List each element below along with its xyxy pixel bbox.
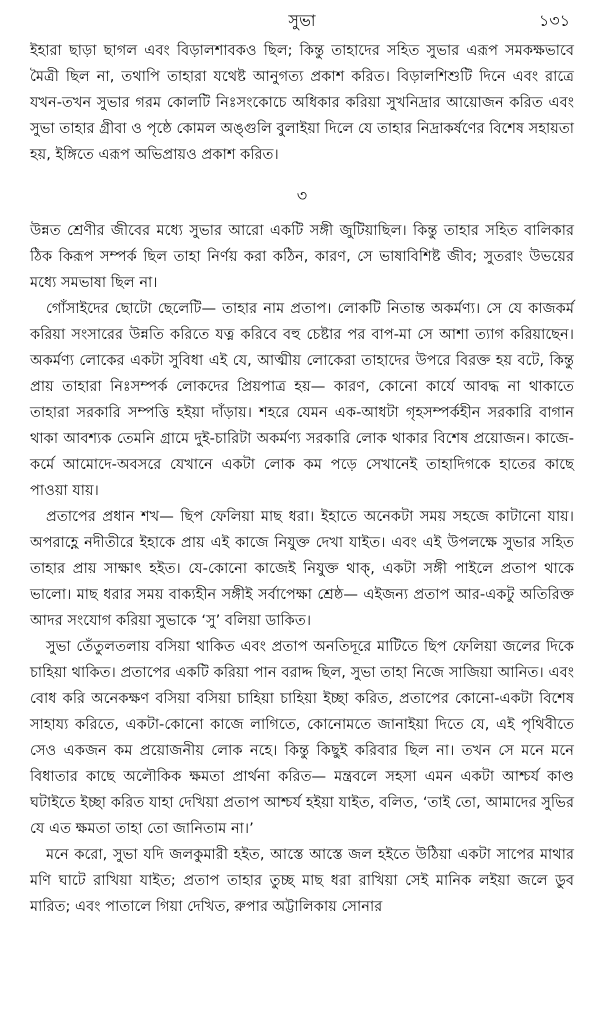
page-number: ১৩১ [538,11,570,30]
page-header [30,4,574,38]
paragraph: উন্নত শ্রেণীর জীবের মধ্যে সুভার আরো একটি সঙ্গী জুটিয়াছিল। কিন্তু তাহার সহিত বালিকার ঠিক কিরূপ সম্পর্ক ছিল তাহা নির্ণয় করা কঠিন, কারণ, সে ভাষাবিশিষ্ট জীব; সুতরাং উভয়ের মধ্যে সমভাষা ছিল না। [30,222,574,291]
body-text [30,38,574,920]
paragraph: প্রতাপের প্রধান শখ— ছিপ ফেলিয়া মাছ ধরা। ইহাতে অনেকটা সময় সহজে কাটানো যায়। অপরাহ্ণে নদীতীরে ইহাকে প্রায় এই কাজে নিযুক্ত দেখা যাইত। এবং এই উপলক্ষে সুভার সহিত তাহার প্রায় সাক্ষাৎ হইত। যে-কোনো কাজেই নিযুক্ত থাক্‌, একটা সঙ্গী পাইলে প্রতাপ থাকে ভালো। মাছ ধরার সময় বাক্যহীন সঙ্গীই সর্বাপেক্ষা শ্রেষ্ঠ— এইজন্য প্রতাপ আর-একটু অতিরিক্ত আদর সংযোগ করিয়া সুভাকে ‘সু’ বলিয়া ডাকিত। [30,508,574,629]
running-title: সুভা [288,11,316,30]
paragraph: মনে করো, সুভা যদি জলকুমারী হইত, আস্তে আস্তে জল হইতে উঠিয়া একটা সাপের মাথার মণি ঘাটে রাখিয়া যাইত; প্রতাপ তাহার তুচ্ছ মাছ ধরা রাখিয়া সেই মানিক লইয়া জলে ডুব মারিত; এবং পাতালে গিয়া দেখিত, রুপার অট্টালিকায় সোনার [30,846,574,915]
paragraph: সুভা তেঁতুলতলায় বসিয়া থাকিত এবং প্রতাপ অনতিদূরে মাটিতে ছিপ ফেলিয়া জলের দিকে চাহিয়া থাকিত। প্রতাপের একটি করিয়া পান বরাদ্দ ছিল, সুভা তাহা নিজে সাজিয়া আনিত। এবং বোধ করি অনেকক্ষণ বসিয়া বসিয়া চাহিয়া চাহিয়া ইচ্ছা করিত, প্রতাপের কোনো-একটা বিশেষ সাহায্য করিতে, একটা-কোনো কাজে লাগিতে, কোনোমতে জানাইয়া দিতে যে, এই পৃথিবীতে সেও একজন কম প্রয়োজনীয় লোক নহে। কিন্তু কিছুই করিবার ছিল না। তখন সে মনে মনে বিধাতার কাছে অলৌকিক ক্ষমতা প্রার্থনা করিত— মন্ত্রবলে সহসা এমন একটা আশ্চর্য কাণ্ড ঘটাইতে ইচ্ছা করিত যাহা দেখিয়া প্রতাপ আশ্চর্য হইয়া যাইত, বলিত, ‘তাই তো, আমাদের সুভির যে এত ক্ষমতা তাহা তো জানিতাম না।’ [30,638,574,837]
paragraph: গোঁসাইদের ছোটো ছেলেটি— তাহার নাম প্রতাপ। লোকটি নিতান্ত অকর্মণ্য। সে যে কাজকর্ম করিয়া সংসারের উন্নতি করিতে যত্ন করিবে বহু চেষ্টার পর বাপ-মা সে আশা ত্যাগ করিয়াছেন। অকর্মণ্য লোকের একটা সুবিধা এই যে, আত্মীয় লোকেরা তাহাদের উপরে বিরক্ত হয় বটে, কিন্তু প্রায় তাহারা নিঃসম্পর্ক লোকদের প্রিয়পাত্র হয়— কারণ, কোনো কার্যে আবদ্ধ না থাকাতে তাহারা সরকারি সম্পত্তি হইয়া দাঁড়ায়। শহরে যেমন এক-আধটা গৃহসম্পর্কহীন সরকারি বাগান থাকা আবশ্যক তেমনি গ্রামে দুই-চারিটা অকর্মণ্য সরকারি লোক থাকার বিশেষ প্রয়োজন। কাজে-কর্মে আমোদে-অবসরে যেখানে একটা লোক কম পড়ে সেখানেই তাহাদিগকে হাতের কাছে পাওয়া যায়। [30,300,574,499]
paragraph: ইহারা ছাড়া ছাগল এবং বিড়ালশাবকও ছিল; কিন্তু তাহাদের সহিত সুভার এরূপ সমকক্ষভাবে মৈত্রী ছিল না, তথাপি তাহারা যথেষ্ট আনুগত্য প্রকাশ করিত। বিড়ালশিশুটি দিনে এবং রাত্রে যখন-তখন সুভার গরম কোলটি নিঃসংকোচে অধিকার করিয়া সুখনিদ্রার আয়োজন করিত এবং সুভা তাহার গ্রীবা ও পৃষ্ঠে কোমল অঙ্গুলি বুলাইয়া দিলে যে তাহার নিদ্রাকর্ষণের বিশেষ সহায়তা হয়, ইঙ্গিতে এরূপ অভিপ্রায়ও প্রকাশ করিত। [30,42,574,163]
section-number: ৩ [296,186,308,205]
